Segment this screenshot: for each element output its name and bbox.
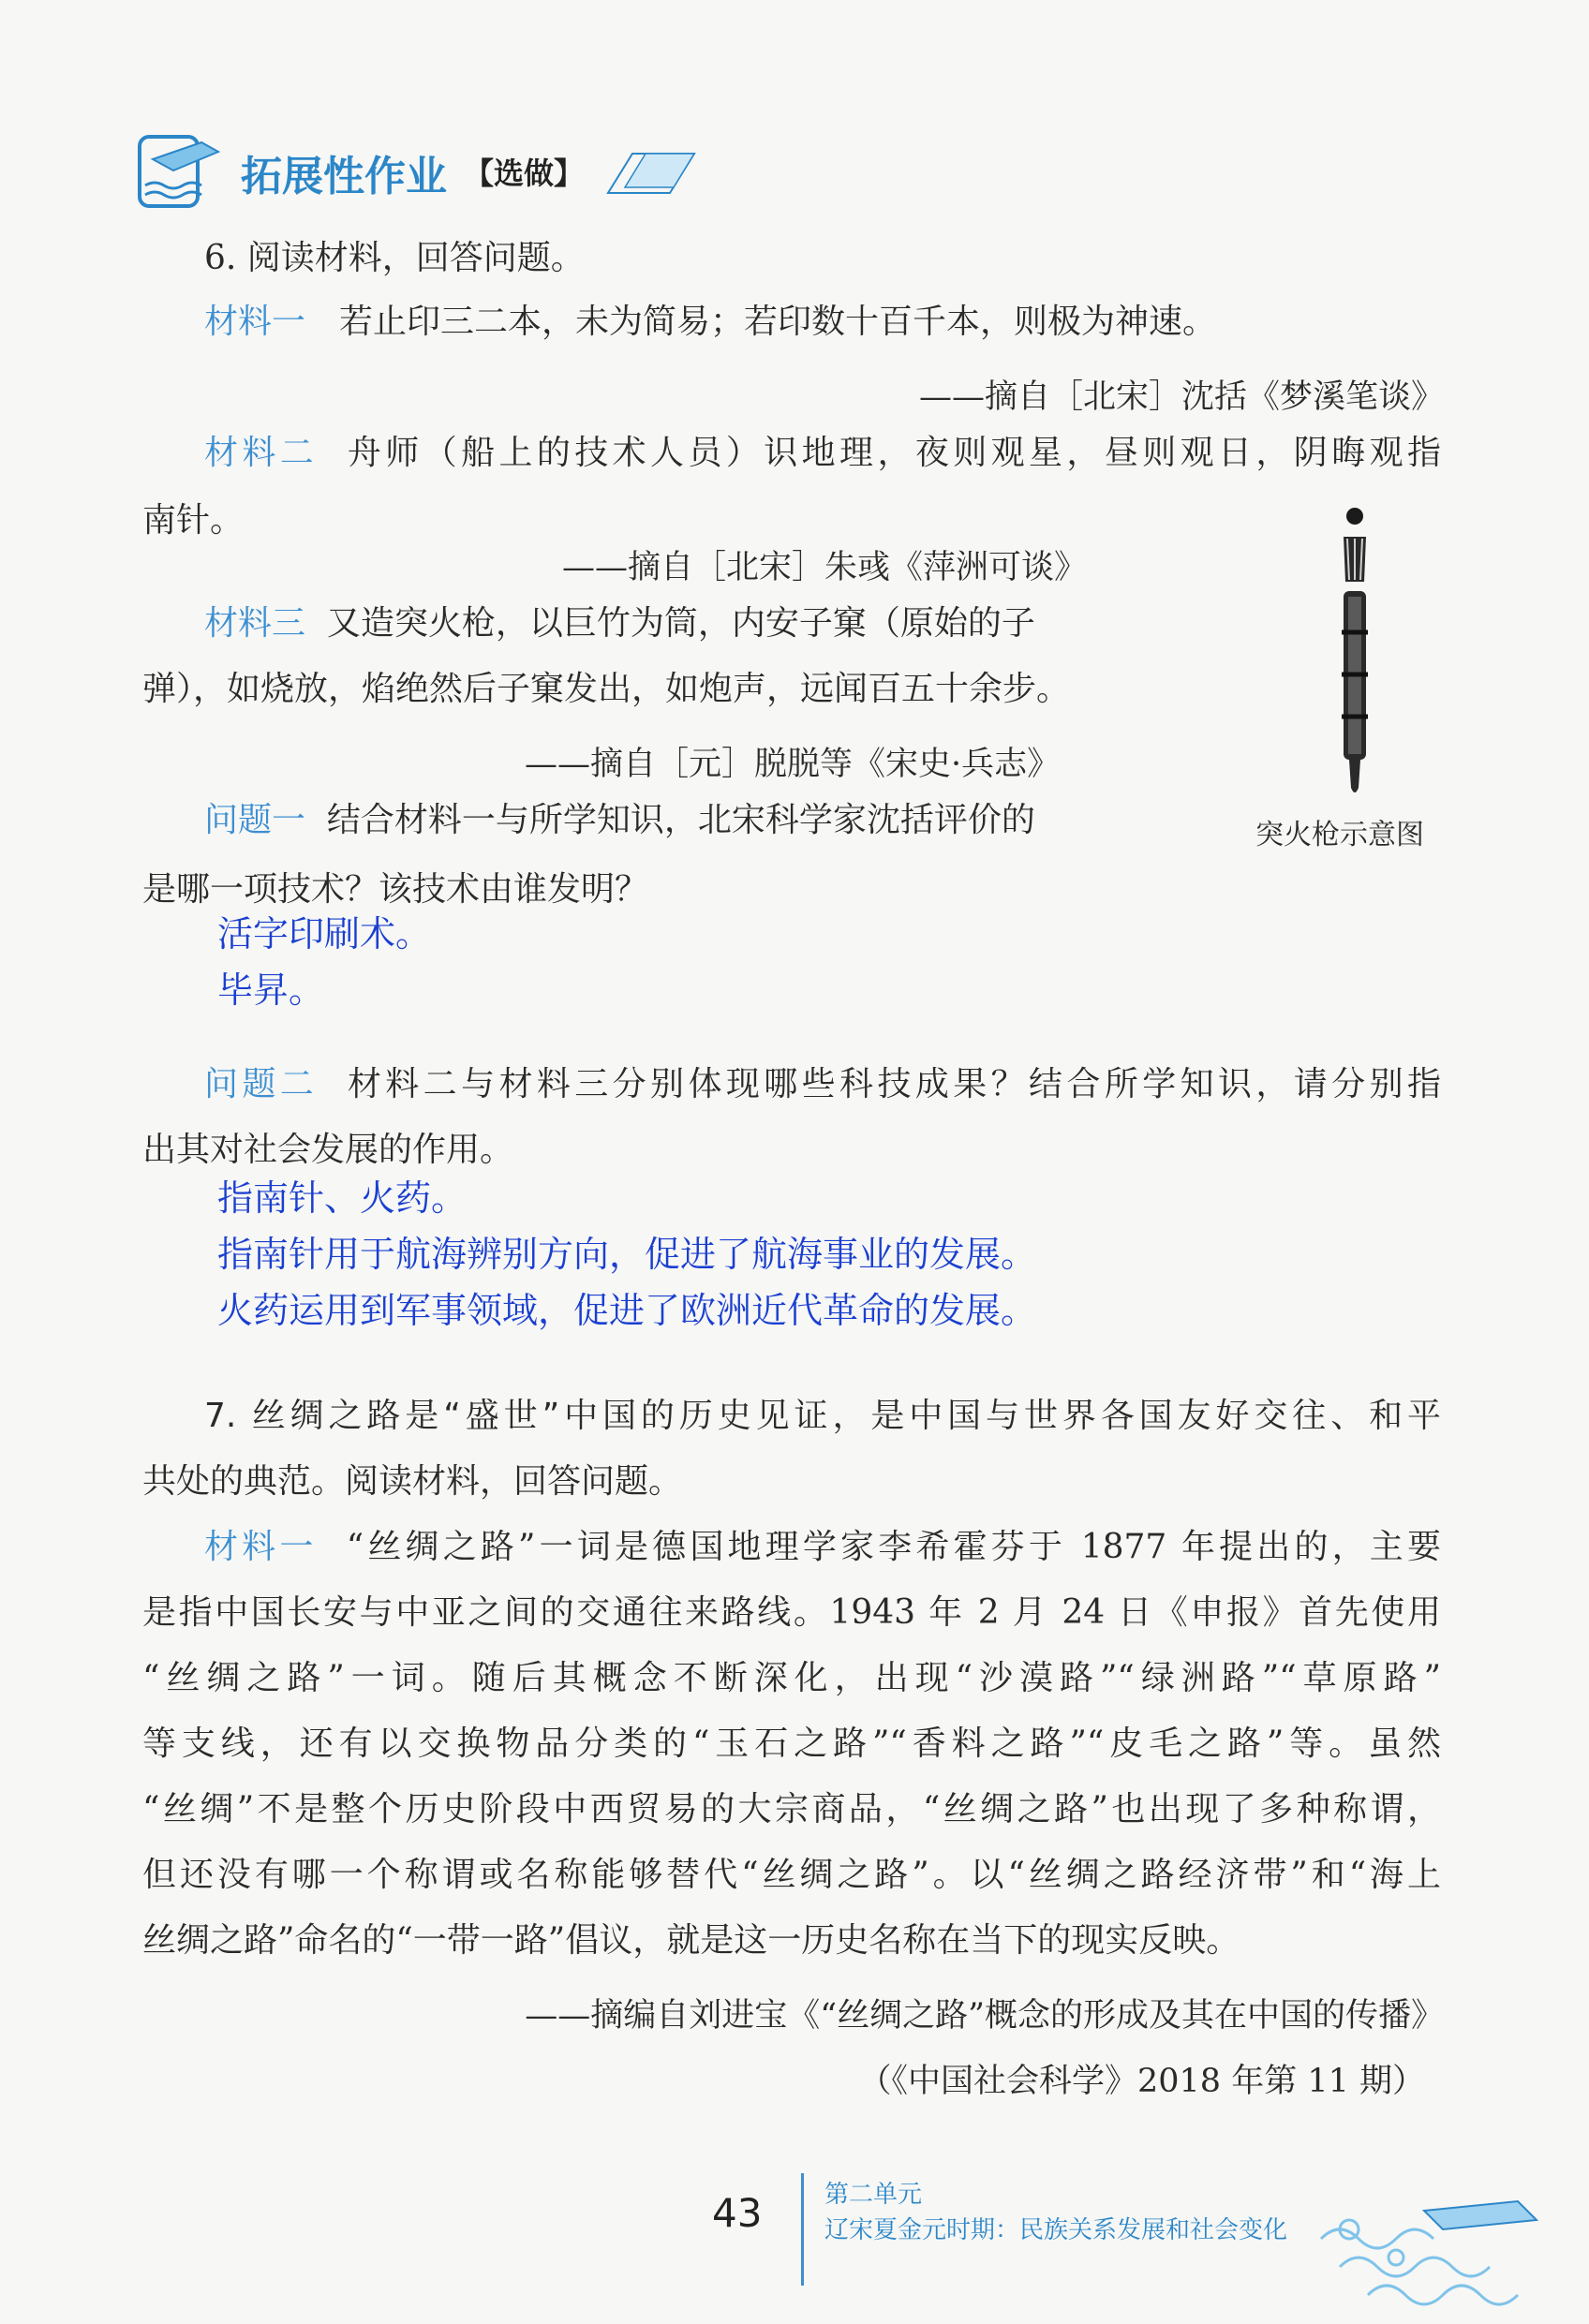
q6-m2-line2: 南针。 [142, 501, 245, 540]
q6-m3-label: 材料三 [204, 604, 306, 643]
q6-m1-text: 若止印三二本，未为简易；若印数十百千本，则极为神速。 [339, 303, 1217, 341]
q6-q1-line2: 是哪一项技术？该技术由谁发明？ [142, 870, 649, 909]
q6-intro: 6. 阅读材料，回答问题。 [204, 239, 585, 277]
q7-m1-label: 材料一 [204, 1528, 318, 1566]
q7-line2: 共处的典范。阅读材料，回答问题。 [142, 1462, 683, 1501]
q7-m1-source2: （《中国社会科学》2018 年第 11 期） [858, 2063, 1425, 2100]
q7-m1-source1: ——摘编自刘进宝《“丝绸之路”概念的形成及其在中国的传播》 [525, 1997, 1444, 2035]
q7-m1-line1 [204, 1528, 1441, 1566]
q6-m2-source: ——摘自［北宋］朱彧《萍洲可谈》 [562, 549, 1088, 586]
q6-q2-label: 问题二 [204, 1065, 319, 1103]
header-title: 拓展性作业 [241, 153, 447, 200]
q7-m1-line6: 但还没有哪一个称谓或名称能够替代“丝绸之路”。以“丝绸之路经济带”和“海上 [142, 1856, 1441, 1894]
q6-q1-line1 [204, 801, 1035, 839]
q6-q2-answer-3: 火药运用到军事领域，促进了欧洲近代革命的发展。 [217, 1290, 1037, 1331]
header-banner [136, 131, 698, 215]
q6-m3-text1: 又造突火枪，以巨竹为筒，内安子窠（原始的子 [326, 604, 1035, 643]
q6-q1-text1: 结合材料一与所学知识，北宋科学家沈括评价的 [326, 801, 1035, 839]
q7-m1-line3: “丝绸之路”一词。随后其概念不断深化，出现“沙漠路”“绿洲路”“草原路” [142, 1659, 1441, 1697]
footer-unit: 第二单元 [824, 2181, 923, 2209]
q6-m1-row [204, 305, 1216, 339]
q7-line1: 7. 丝绸之路是“盛世”中国的历史见证，是中国与世界各国友好交往、和平 [204, 1397, 1441, 1435]
q6-m2-text1: 舟师（船上的技术人员）识地理，夜则观星，昼则观日，阴晦观指 [347, 434, 1441, 472]
header-tag: 【选做】 [464, 155, 585, 191]
book-wave-icon [136, 131, 248, 215]
fire-lance-illustration [1321, 501, 1387, 801]
q6-q2-line2: 出其对社会发展的作用。 [142, 1131, 514, 1169]
parallelogram-decoration [604, 150, 698, 197]
footer-subtitle: 辽宋夏金元时期：民族关系发展和社会变化 [824, 2216, 1288, 2244]
q6-q1-label: 问题一 [204, 801, 306, 839]
q6-m3-source: ——摘自［元］脱脱等《宋史·兵志》 [525, 746, 1061, 783]
q7-m1-line4: 等支线，还有以交换物品分类的“玉石之路”“香料之路”“皮毛之路”等。虽然 [142, 1724, 1441, 1763]
q7-m1-line2: 是指中国长安与中亚之间的交通往来路线。1943 年 2 月 24 日《申报》首先使用 [142, 1593, 1441, 1632]
q6-q2-answer-1: 指南针、火药。 [217, 1177, 468, 1219]
q6-q1-answer-2: 毕昇。 [217, 970, 325, 1011]
page-number: 43 [712, 2190, 763, 2236]
q6-q2-answer-2: 指南针用于航海辨别方向，促进了航海事业的发展。 [217, 1234, 1037, 1275]
q7-m1-line5: “丝绸”不是整个历史阶段中西贸易的大宗商品，“丝绸之路”也出现了多种称谓， [142, 1790, 1441, 1828]
q6-q2-text1: 材料二与材料三分别体现哪些科技成果？结合所学知识，请分别指 [347, 1065, 1441, 1103]
q6-m1-source: ——摘自［北宋］沈括《梦溪笔谈》 [918, 378, 1444, 416]
q6-m2-line1 [204, 434, 1441, 472]
q6-m3-line1 [204, 604, 1035, 643]
q6-m3-line2: 弹），如烧放，焰绝然后子窠发出，如炮声，远闻百五十余步。 [142, 670, 1071, 708]
q6-m1-label: 材料一 [204, 303, 306, 341]
q6-m2-label: 材料二 [204, 434, 319, 472]
q6-q1-answer-1: 活字印刷术。 [217, 913, 432, 955]
footer-divider [801, 2173, 804, 2286]
q7-m1-text1: “丝绸之路”一词是德国地理学家李希霍芬于 1877 年提出的，主要 [346, 1528, 1441, 1566]
q6-q2-line1 [204, 1065, 1441, 1103]
figure-caption: 突火枪示意图 [1255, 819, 1424, 851]
wave-ship-decoration [1312, 2183, 1583, 2314]
q7-m1-line7: 丝绸之路”命名的“一带一路”倡议，就是这一历史名称在当下的现实反映。 [142, 1921, 1240, 1960]
